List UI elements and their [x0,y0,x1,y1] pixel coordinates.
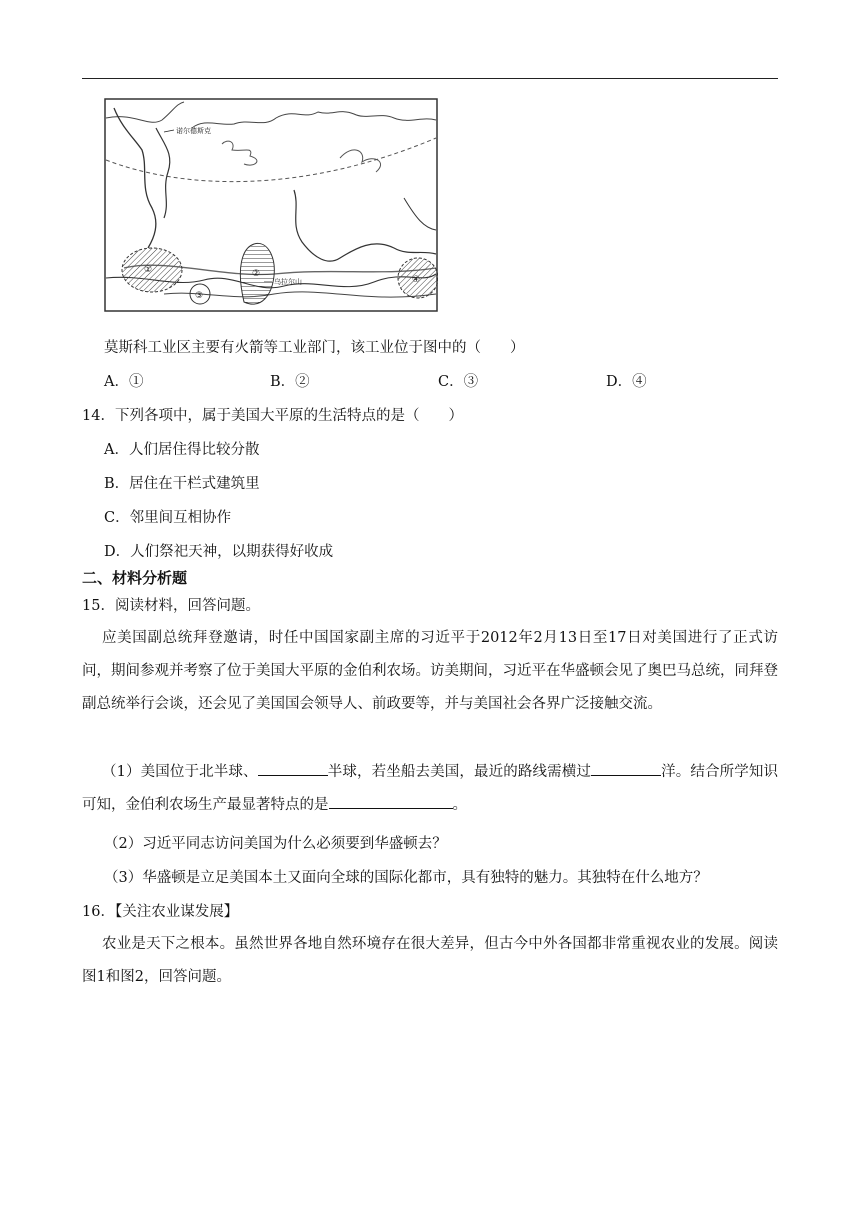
blank-farm-feature[interactable] [329,794,453,809]
q15-sub3: （3）华盛顿是立足美国本土又面向全球的国际化都市，具有独特的魅力。其独特在什么地方？ [104,870,708,886]
option-key: A． [104,374,129,390]
map-label-north: 诺尔德斯克 [176,127,211,135]
blank-hemisphere[interactable] [258,761,328,776]
section-title: 二、材料分析题 [82,569,188,587]
q14-option-a[interactable]: A．人们居住得比较分散 [104,442,260,458]
q14-option-c[interactable]: C．邻里间互相协作 [104,510,232,526]
option-key: C． [438,374,464,390]
option-text: ③ [463,374,479,390]
map-marker-3: ③ [195,291,204,301]
q15-sub1 [82,756,778,822]
q13-option-c[interactable] [438,372,478,392]
blank-ocean[interactable] [591,761,661,776]
q15-material: 应美国副总统拜登邀请，时任中国国家副主席的习近平于2012年2月13日至17日对美国进行了正式访问，期间参观并考察了位于美国大平原的金伯利农场。访美期间，习近平在华盛顿会见了奥巴马总统，同拜登副总统举行会谈，还会见了美国国会领导人、前政要等，并与美国社会各界广泛接触交流。 [82,630,778,712]
q15-sub2: （2）习近平同志访问美国为什么必须要到华盛顿去？ [104,836,447,852]
q15-sub1-part-c: 洋。结合所学知识可知，金伯利农场生产最显著特点的是 [82,764,779,813]
option-text: ② [295,374,310,390]
q14-stem: 14．下列各项中，属于美国大平原的生活特点的是（ ） [82,408,463,424]
russia-industrial-map [104,98,438,312]
option-text: ① [128,374,144,390]
q13-option-a[interactable] [104,372,143,392]
q13-stem: 莫斯科工业区主要有火箭等工业部门，该工业位于图中的（ ） [104,340,525,356]
q14-option-b[interactable]: B．居住在干栏式建筑里 [104,476,260,492]
header-rule [82,78,778,79]
q15-sub1-part-d: 。 [452,797,467,813]
q15-sub1-part-a: （1）美国位于北半球、 [102,764,258,780]
option-key: B． [270,374,296,390]
q16-material: 农业是天下之根本。虽然世界各地自然环境存在很大差异，但古今中外各国都非常重视农业的发展。阅读图1和图2，回答问题。 [82,936,778,985]
q16-stem: 16．【关注农业谋发展】 [82,904,239,920]
q15-sub1-part-b: 半球，若坐船去美国，最近的路线需横过 [327,764,591,780]
q13-option-d[interactable] [606,372,647,392]
q15-stem: 15．阅读材料，回答问题。 [82,598,260,614]
map-marker-1: ① [144,265,153,275]
q13-option-b[interactable] [270,372,310,392]
map-marker-4: ④ [412,275,421,285]
option-key: D． [606,374,633,390]
option-text: ④ [632,374,647,390]
map-marker-2: ② [252,269,261,279]
q14-option-d[interactable]: D．人们祭祀天神，以期获得好收成 [104,544,334,560]
map-label-ural: 乌拉尔山 [274,278,302,286]
